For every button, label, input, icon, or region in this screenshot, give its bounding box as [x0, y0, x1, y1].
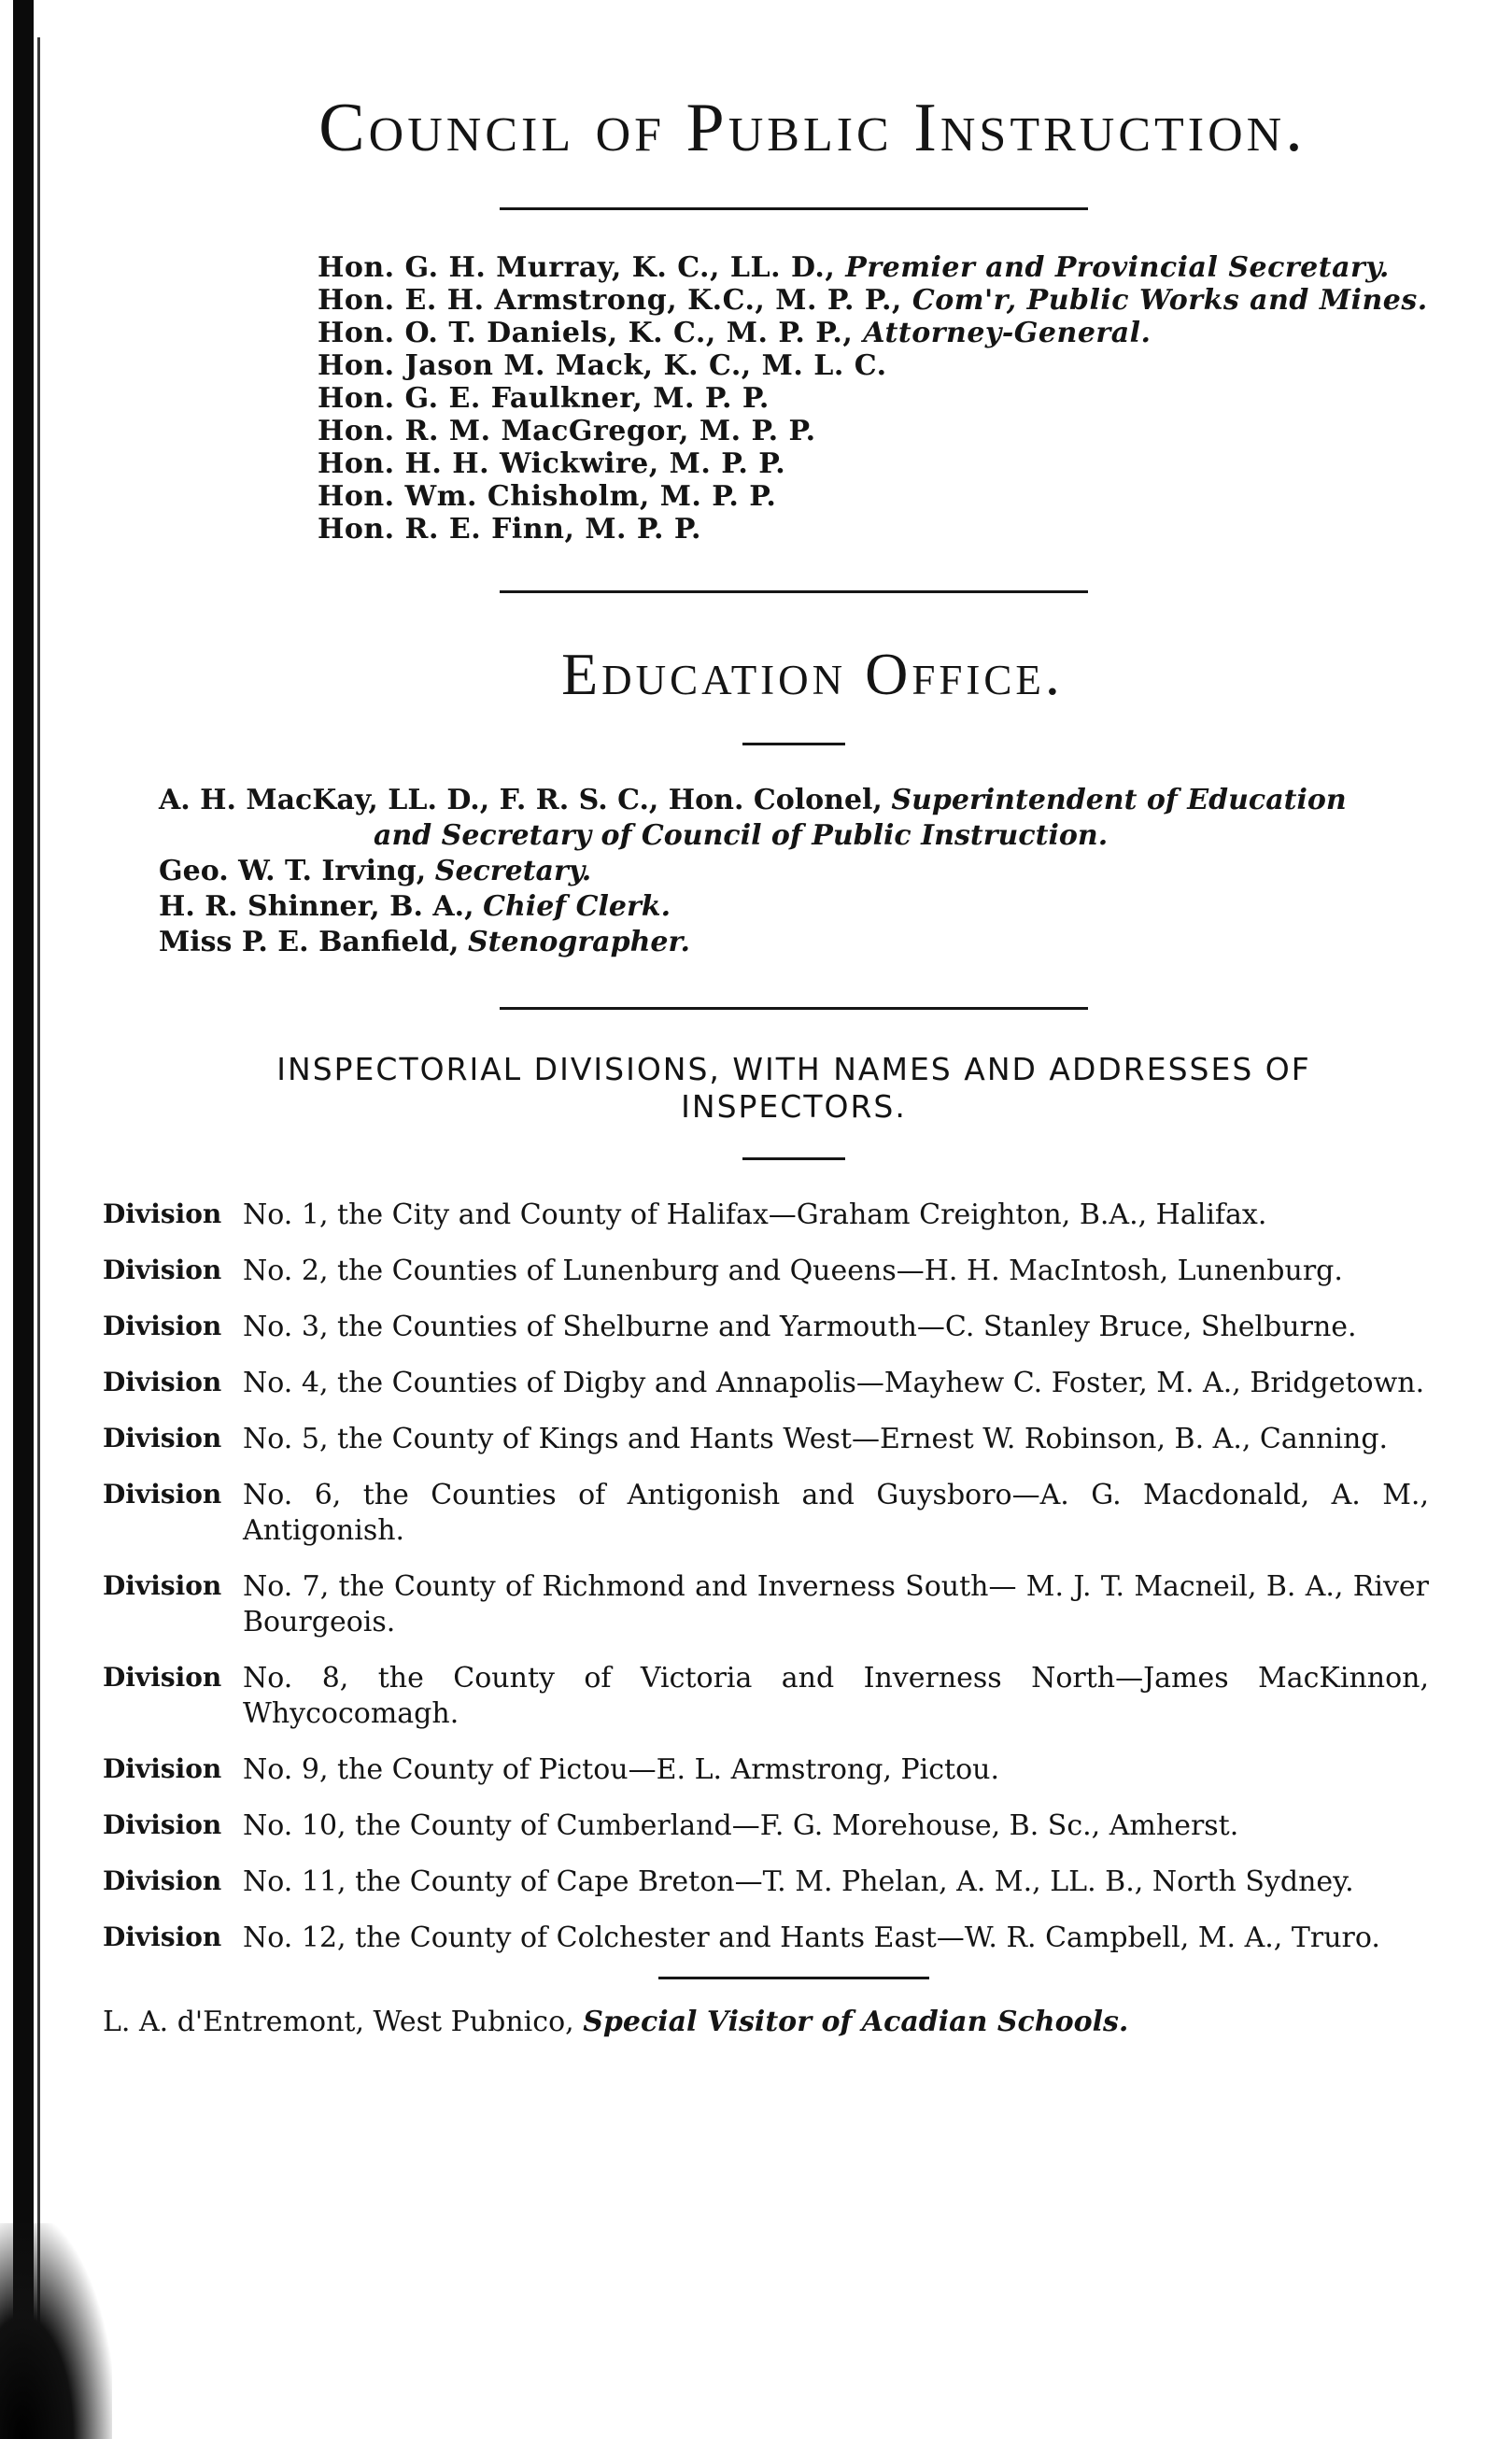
council-member: Hon. R. M. MacGregor, M. P. P. [318, 415, 816, 447]
divider [500, 207, 1088, 210]
division-label: Division [103, 1662, 222, 1693]
staff-member: A. H. MacKay, LL. D., F. R. S. C., Hon. Colonel, Superintendent of Education [159, 784, 1347, 816]
division-text: No. 11, the County of Cape Breton—T. M. Phelan, A. M., LL. B., North Sydney. [243, 1865, 1354, 1898]
page-content [103, 89, 1429, 2038]
special-visitor [103, 2006, 1429, 2038]
division-text: No. 5, the County of Kings and Hants West—Ernest W. Robinson, B. A., Canning. [243, 1423, 1389, 1455]
division-label: Division [103, 1255, 222, 1285]
division-entry [103, 1752, 1429, 1788]
divider [500, 1007, 1088, 1010]
division-entry [103, 1366, 1429, 1401]
division-label: Division [103, 1921, 222, 1952]
division-text: No. 6, the Counties of Antigonish and Guysboro—A. G. Macdonald, A. M., Antigonish. [243, 1479, 1429, 1547]
division-label: Division [103, 1753, 222, 1784]
division-label: Division [103, 1311, 222, 1341]
division-text: No. 12, the County of Colchester and Hants East—W. R. Campbell, M. A., Truro. [243, 1921, 1380, 1954]
division-label: Division [103, 1570, 222, 1601]
division-entry [103, 1661, 1429, 1732]
division-label: Division [103, 1479, 222, 1510]
inspectors-heading-line: INSPECTORIAL DIVISIONS, WITH NAMES AND ADDRESSES OF [276, 1051, 1311, 1087]
council-member: Hon. G. H. Murray, K. C., LL. D., Premier and Provincial Secretary. [318, 251, 1390, 284]
page-binding-edge [13, 0, 34, 2439]
council-member: Hon. R. E. Finn, M. P. P. [318, 513, 701, 546]
division-entry [103, 1254, 1429, 1289]
staff-member: H. R. Shinner, B. A., Chief Clerk. [159, 890, 671, 923]
staff-title-continuation: and Secretary of Council of Public Instruction. [374, 819, 1109, 852]
council-member: Hon. Jason M. Mack, K. C., M. L. C. [318, 349, 887, 382]
staff-member: Geo. W. T. Irving, Secretary. [159, 855, 592, 887]
divider [658, 1977, 929, 1979]
division-entry [103, 1310, 1429, 1345]
council-member: Hon. H. H. Wickwire, M. P. P. [318, 447, 786, 480]
division-label: Division [103, 1423, 222, 1453]
division-text: No. 7, the County of Richmond and Inverness South— M. J. T. Macneil, B. A., River Bourgeois. [243, 1570, 1429, 1638]
division-entry [103, 1865, 1429, 1900]
special-visitor-title: Special Visitor of Acadian Schools. [583, 2006, 1129, 2038]
inspectorial-divisions-list [103, 1198, 1429, 1956]
divider [742, 743, 845, 745]
inspectors-heading [159, 1051, 1429, 1126]
staff-member: Miss P. E. Banfield, Stenographer. [159, 926, 690, 958]
council-member: Hon. Wm. Chisholm, M. P. P. [318, 480, 777, 513]
page-binding-line [37, 37, 40, 2354]
division-entry [103, 1569, 1429, 1640]
council-title: Council of Public Instruction. [318, 90, 1307, 166]
council-member: Hon. O. T. Daniels, K. C., M. P. P., Attorney-General. [318, 317, 1152, 349]
special-visitor-name: L. A. d'Entremont, West Pubnico, [103, 2006, 574, 2038]
division-label: Division [103, 1865, 222, 1896]
page-corner-shadow [0, 2223, 112, 2439]
division-text: No. 8, the County of Victoria and Inverness North—James MacKinnon, Whycocomagh. [243, 1662, 1429, 1730]
division-entry [103, 1422, 1429, 1457]
division-text: No. 9, the County of Pictou—E. L. Armstrong, Pictou. [243, 1753, 1000, 1786]
education-office-staff [159, 783, 1429, 960]
council-member: Hon. G. E. Faulkner, M. P. P. [318, 382, 770, 415]
division-entry [103, 1921, 1429, 1956]
inspectors-heading-line: INSPECTORS. [681, 1088, 907, 1125]
division-entry [103, 1478, 1429, 1549]
division-text: No. 3, the Counties of Shelburne and Yarmouth—C. Stanley Bruce, Shelburne. [243, 1311, 1357, 1343]
divider [742, 1157, 845, 1160]
division-entry [103, 1808, 1429, 1844]
divider [500, 590, 1088, 593]
division-text: No. 4, the Counties of Digby and Annapolis—Mayhew C. Foster, M. A., Bridgetown. [243, 1367, 1425, 1399]
education-office-title: Education Office. [561, 641, 1064, 707]
division-label: Division [103, 1198, 222, 1229]
division-label: Division [103, 1367, 222, 1397]
council-members-list [318, 251, 1429, 546]
division-text: No. 1, the City and County of Halifax—Graham Creighton, B.A., Halifax. [243, 1198, 1267, 1231]
division-text: No. 10, the County of Cumberland—F. G. Morehouse, B. Sc., Amherst. [243, 1809, 1239, 1842]
division-label: Division [103, 1809, 222, 1840]
division-entry [103, 1198, 1429, 1233]
division-text: No. 2, the Counties of Lunenburg and Queens—H. H. MacIntosh, Lunenburg. [243, 1255, 1343, 1287]
council-member: Hon. E. H. Armstrong, K.C., M. P. P., Com'r, Public Works and Mines. [318, 284, 1428, 317]
